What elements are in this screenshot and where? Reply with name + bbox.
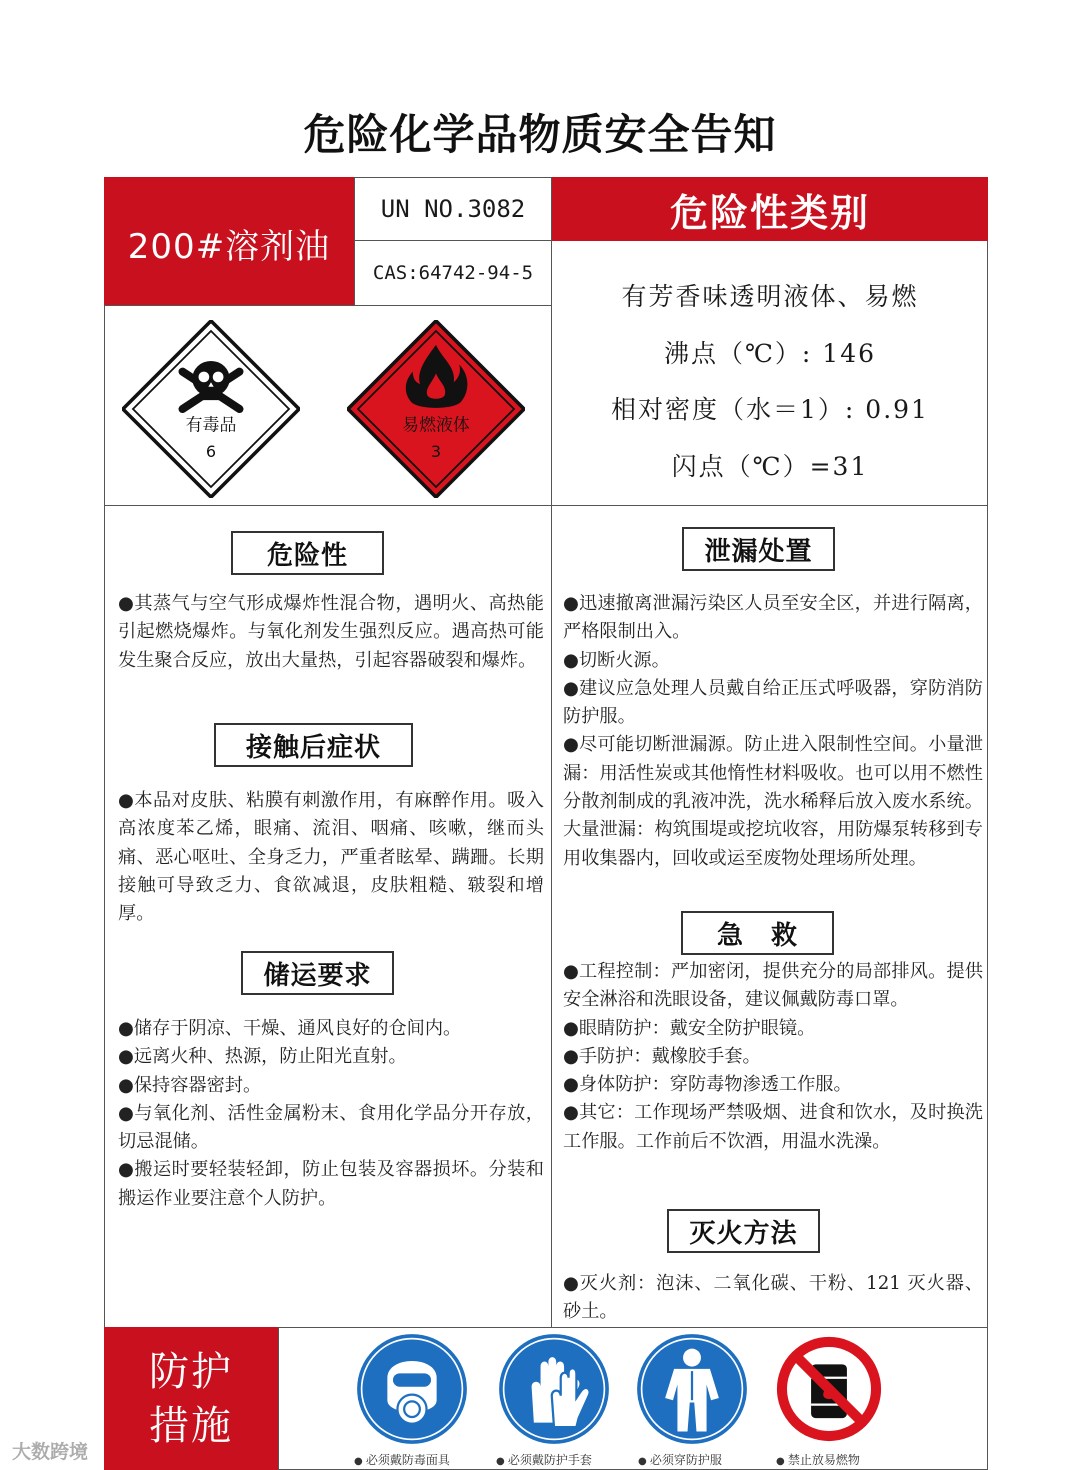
property-line: 闪点（℃）=31	[671, 451, 869, 481]
symptoms-section-body	[118, 787, 544, 928]
ppe-caption: ● 禁止放易燃物	[776, 1451, 860, 1468]
property-line: 沸点（℃）: 146	[663, 338, 877, 368]
paragraph: ●灭火剂：泡沫、二氧化碳、干粉、121 灭火器、砂土。	[563, 1273, 983, 1323]
paragraph: ●眼睛防护：戴安全防护眼镜。	[563, 1017, 816, 1039]
storage-section-heading: 储运要求	[241, 951, 394, 995]
physical-properties	[551, 241, 988, 505]
paragraph: ●手防护：戴橡胶手套。	[563, 1045, 761, 1067]
hazard-section-body	[118, 590, 544, 675]
paragraph: ●本品对皮肤、粘膜有刺激作用，有麻醉作用。吸入高浓度苯乙烯，眼痛、流泪、咽痛、咳嗽，继而头痛、恶心呕吐、全身乏力，严重者眩晕、蹒跚。长期接触可导致乏力、食欲减退，皮肤粗糙、皲裂和增厚。	[118, 790, 544, 925]
sign-label: 有毒品	[185, 414, 237, 435]
gas-mask-icon	[356, 1333, 468, 1445]
product-name-cell	[104, 177, 354, 305]
paragraph: ●身体防护：穿防毒物渗透工作服。	[563, 1074, 852, 1096]
un-number: UN NO.3082	[354, 177, 551, 241]
first-aid-section-heading: 急 救	[681, 911, 834, 955]
storage-section-body	[118, 1015, 544, 1213]
paragraph: ●储存于阴凉、干燥、通风良好的仓间内。	[118, 1018, 462, 1039]
gloves-icon	[498, 1333, 610, 1445]
no-flammables-icon	[773, 1333, 885, 1445]
paragraph: ●保持容器密封。	[118, 1074, 262, 1096]
divider	[104, 505, 988, 506]
sign-class-number: 3	[430, 442, 442, 462]
paragraph: ●尽可能切断泄漏源。防止进入限制性空间。小量泄漏：用活性炭或其他惰性材料吸收。也可以用不燃性分散剂制成的乳液冲洗，洗水稀释后放入废水系统。大量泄漏：构筑围堤或挖坑收容，用防爆泵转移到专用收集器内，回收或运至废物处理场所处理。	[563, 734, 983, 869]
column-divider	[278, 1327, 279, 1470]
ppe-caption: ● 必须戴防护手套	[496, 1451, 592, 1468]
watermark: 大数跨境	[12, 1441, 89, 1463]
first-aid-section-body	[563, 958, 983, 1156]
fire-section-body	[563, 1270, 983, 1327]
symptoms-section-heading: 接触后症状	[214, 723, 413, 767]
divider	[104, 305, 551, 306]
paragraph: ●工程控制：严加密闭，提供充分的局部排风。提供安全淋浴和洗眼设备，建议佩戴防毒口罩。	[563, 961, 983, 1011]
leak-section-body	[563, 590, 983, 873]
property-line: 相对密度（水＝1）: 0.91	[611, 395, 929, 424]
protective-suit-icon	[636, 1333, 748, 1445]
toxic-sign	[122, 320, 300, 498]
paragraph: ●其它：工作现场严禁吸烟、进食和饮水，及时换洗工作服。工作前后不饮酒，用温水洗澡。	[563, 1102, 983, 1152]
property-line: 有芳香味透明液体、易燃	[621, 282, 919, 311]
sign-class-number: 6	[205, 442, 217, 462]
leak-section-heading: 泄漏处置	[682, 527, 835, 571]
paragraph: ●建议应急处理人员戴自给正压式呼吸器，穿防消防防护服。	[563, 677, 983, 728]
fire-section-heading: 灭火方法	[667, 1209, 820, 1253]
paragraph: ●搬运时要轻装轻卸，防止包装及容器损坏。分装和搬运作业要注意个人防护。	[118, 1159, 544, 1209]
protection-label-line: 措施	[149, 1402, 233, 1449]
sign-label: 易燃液体	[402, 414, 470, 435]
product-name: 200#溶剂油	[127, 227, 331, 267]
column-divider	[551, 305, 552, 1327]
protection-label	[104, 1327, 278, 1470]
protection-label-line: 防护	[149, 1348, 233, 1395]
ppe-caption: ● 必须穿防护服	[638, 1451, 722, 1468]
cas-number: CAS:64742-94-5	[354, 241, 551, 305]
hazard-section-heading: 危险性	[231, 531, 384, 575]
paragraph: ●其蒸气与空气形成爆炸性混合物，遇明火、高热能引起燃烧爆炸。与氧化剂发生强烈反应。遇高热可能发生聚合反应，放出大量热，引起容器破裂和爆炸。	[118, 593, 544, 671]
ppe-caption: ● 必须戴防毒面具	[354, 1451, 450, 1468]
flammable-liquid-sign	[347, 320, 525, 498]
hazard-category-heading: 危险性类别	[551, 177, 988, 241]
paragraph: ●迅速撤离泄漏污染区人员至安全区，并进行隔离，严格限制出入。	[563, 593, 983, 643]
paragraph: ●与氧化剂、活性金属粉末、食用化学品分开存放，切忌混储。	[118, 1102, 544, 1153]
page-title: 危险化学品物质安全告知	[303, 110, 777, 159]
paragraph: ●远离火种、热源，防止阳光直射。	[118, 1046, 407, 1068]
paragraph: ●切断火源。	[563, 649, 670, 671]
